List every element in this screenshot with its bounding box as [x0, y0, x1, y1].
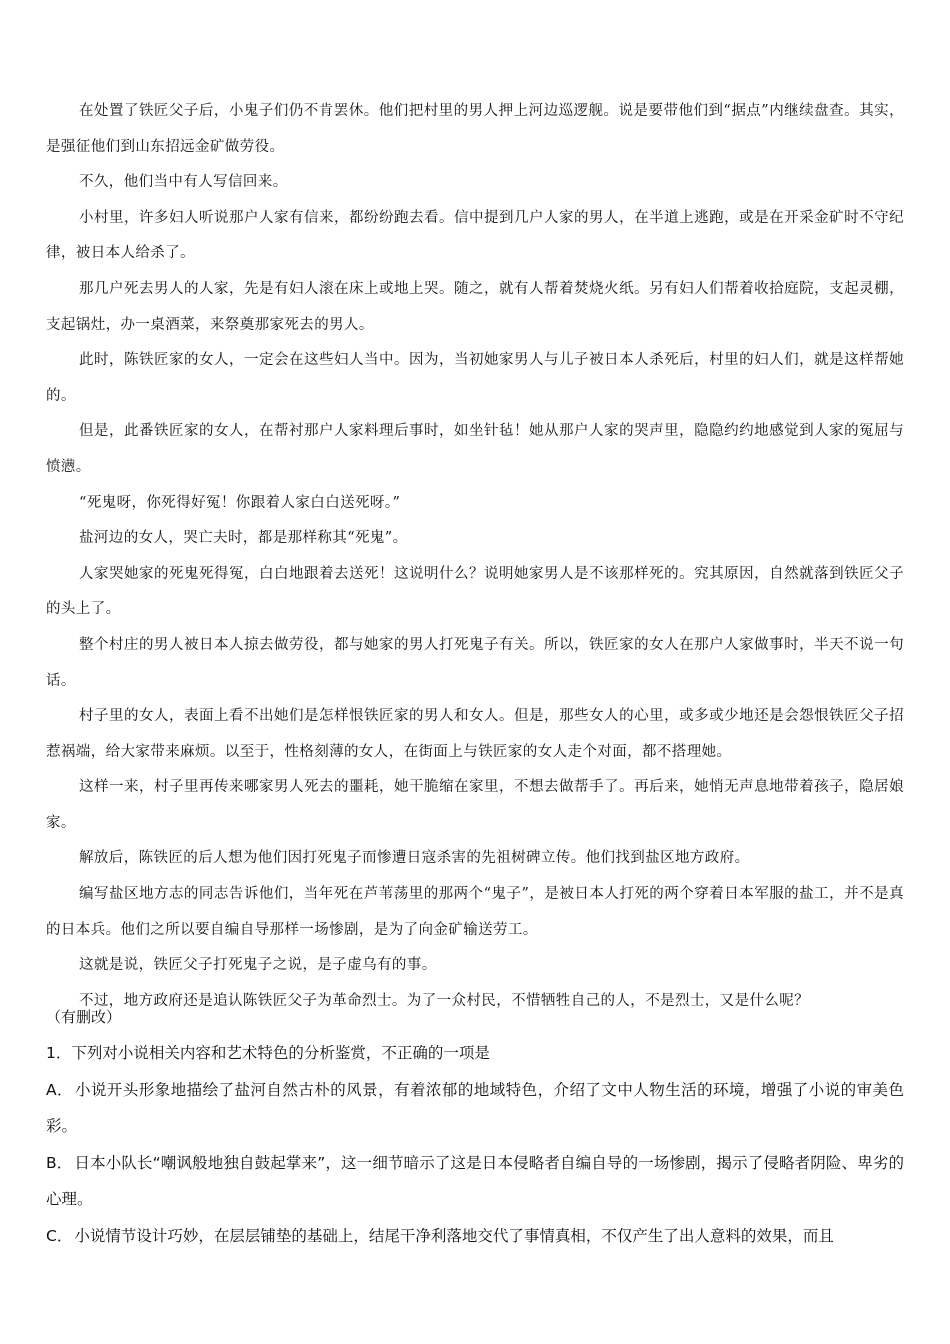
option-letter: C． [46, 1226, 73, 1245]
question-1 [46, 1035, 904, 1255]
option-letter: A． [46, 1080, 74, 1099]
story-paragraph: 在处置了铁匠父子后，小鬼子们仍不肯罢休。他们把村里的男人押上河边巡逻舰。说是要带他们到“据点”内继续盘查。其实，是强征他们到山东招远金矿做劳役。 [46, 103, 904, 155]
option-text: 小说情节设计巧妙，在层层铺垫的基础上，结尾干净利落地交代了事情真相，不仅产生了出人意料的效果，而且 [74, 1226, 834, 1245]
option-c [46, 1218, 904, 1255]
story-paragraph: 那几户死去男人的人家，先是有妇人滚在床上或地上哭。随之，就有人帮着焚烧火纸。另有妇人们帮着收拾庭院，支起灵棚，支起锅灶，办一桌酒菜，来祭奠那家死去的男人。 [46, 280, 904, 333]
story-paragraph: 但是，此番铁匠家的女人，在帮衬那户人家料理后事时，如坐针毡！她从那户人家的哭声里，隐隐约约地感觉到人家的冤屈与愤懑。 [46, 423, 904, 475]
story-paragraph: 人家哭她家的死鬼死得冤，白白地跟着去送死！这说明什么？说明她家男人是不该那样死的。究其原因，自然就落到铁匠父子的头上了。 [46, 565, 904, 618]
story-paragraph: “死鬼呀，你死得好冤！你跟着人家白白送死呀。” [79, 494, 401, 511]
option-a [46, 1072, 904, 1145]
story-paragraph: 解放后，陈铁匠的后人想为他们因打死鬼子而惨遭日寇杀害的先祖树碑立传。他们找到盐区地方政府。 [79, 850, 750, 867]
story-paragraph: 编写盐区地方志的同志告诉他们，当年死在芦苇荡里的那两个“鬼子”，是被日本人打死的两个穿着日本军服的盐工，并不是真的日本兵。他们之所以要自编自导那样一场惨剧，是为了向金矿输送劳工。 [46, 886, 904, 938]
story-paragraph: 这就是说，铁匠父子打死鬼子之说，是子虚乌有的事。 [79, 957, 437, 974]
story-body [46, 94, 904, 1019]
story-paragraph: 整个村庄的男人被日本人掠去做劳役，都与她家的男人打死鬼子有关。所以，铁匠家的女人在那户人家做事时，半天不说一句话。 [46, 636, 904, 689]
option-b [46, 1145, 904, 1218]
option-text: 日本小队长“嘲讽般地独自鼓起掌来”，这一细节暗示了这是日本侵略者自编自导的一场惨剧，揭示了侵略者阴险、卑劣的心理。 [46, 1153, 904, 1209]
question-stem: 1．下列对小说相关内容和艺术特色的分析鉴赏，不正确的一项是 [46, 1044, 490, 1062]
option-text: 小说开头形象地描绘了盐河自然古朴的风景，有着浓郁的地域特色，介绍了文中人物生活的环境，增强了小说的审美色彩。 [46, 1080, 904, 1136]
edit-note: （有删改） [46, 1008, 122, 1026]
story-paragraph: 此时，陈铁匠家的女人，一定会在这些妇人当中。因为，当初她家男人与儿子被日本人杀死后，村里的妇人们，就是这样帮她的。 [46, 352, 904, 404]
story-paragraph: 小村里，许多妇人听说那户人家有信来，都纷纷跑去看。信中提到几户人家的男人，在半道上逃跑，或是在开采金矿时不守纪律，被日本人给杀了。 [46, 209, 904, 262]
option-letter: B． [46, 1153, 73, 1172]
story-paragraph: 盐河边的女人，哭亡夫时，都是那样称其“死鬼”。 [79, 530, 408, 547]
story-paragraph: 不过，地方政府还是追认陈铁匠父子为革命烈士。为了一众村民，不惜牺牲自己的人，不是烈士，又是什么呢？ [79, 992, 810, 1009]
story-paragraph: 不久，他们当中有人写信回来。 [79, 174, 288, 191]
story-paragraph: 村子里的女人，表面上看不出她们是怎样恨铁匠家的男人和女人。但是，那些女人的心里，或多或少地还是会怨恨铁匠父子招惹祸端，给大家带来麻烦。以至于，性格刻薄的女人，在街面上与铁匠家的女人走个对面，都不搭理她。 [46, 708, 904, 760]
story-paragraph: 这样一来，村子里再传来哪家男人死去的噩耗，她干脆缩在家里，不想去做帮手了。再后来，她悄无声息地带着孩子，隐居娘家。 [46, 779, 904, 831]
